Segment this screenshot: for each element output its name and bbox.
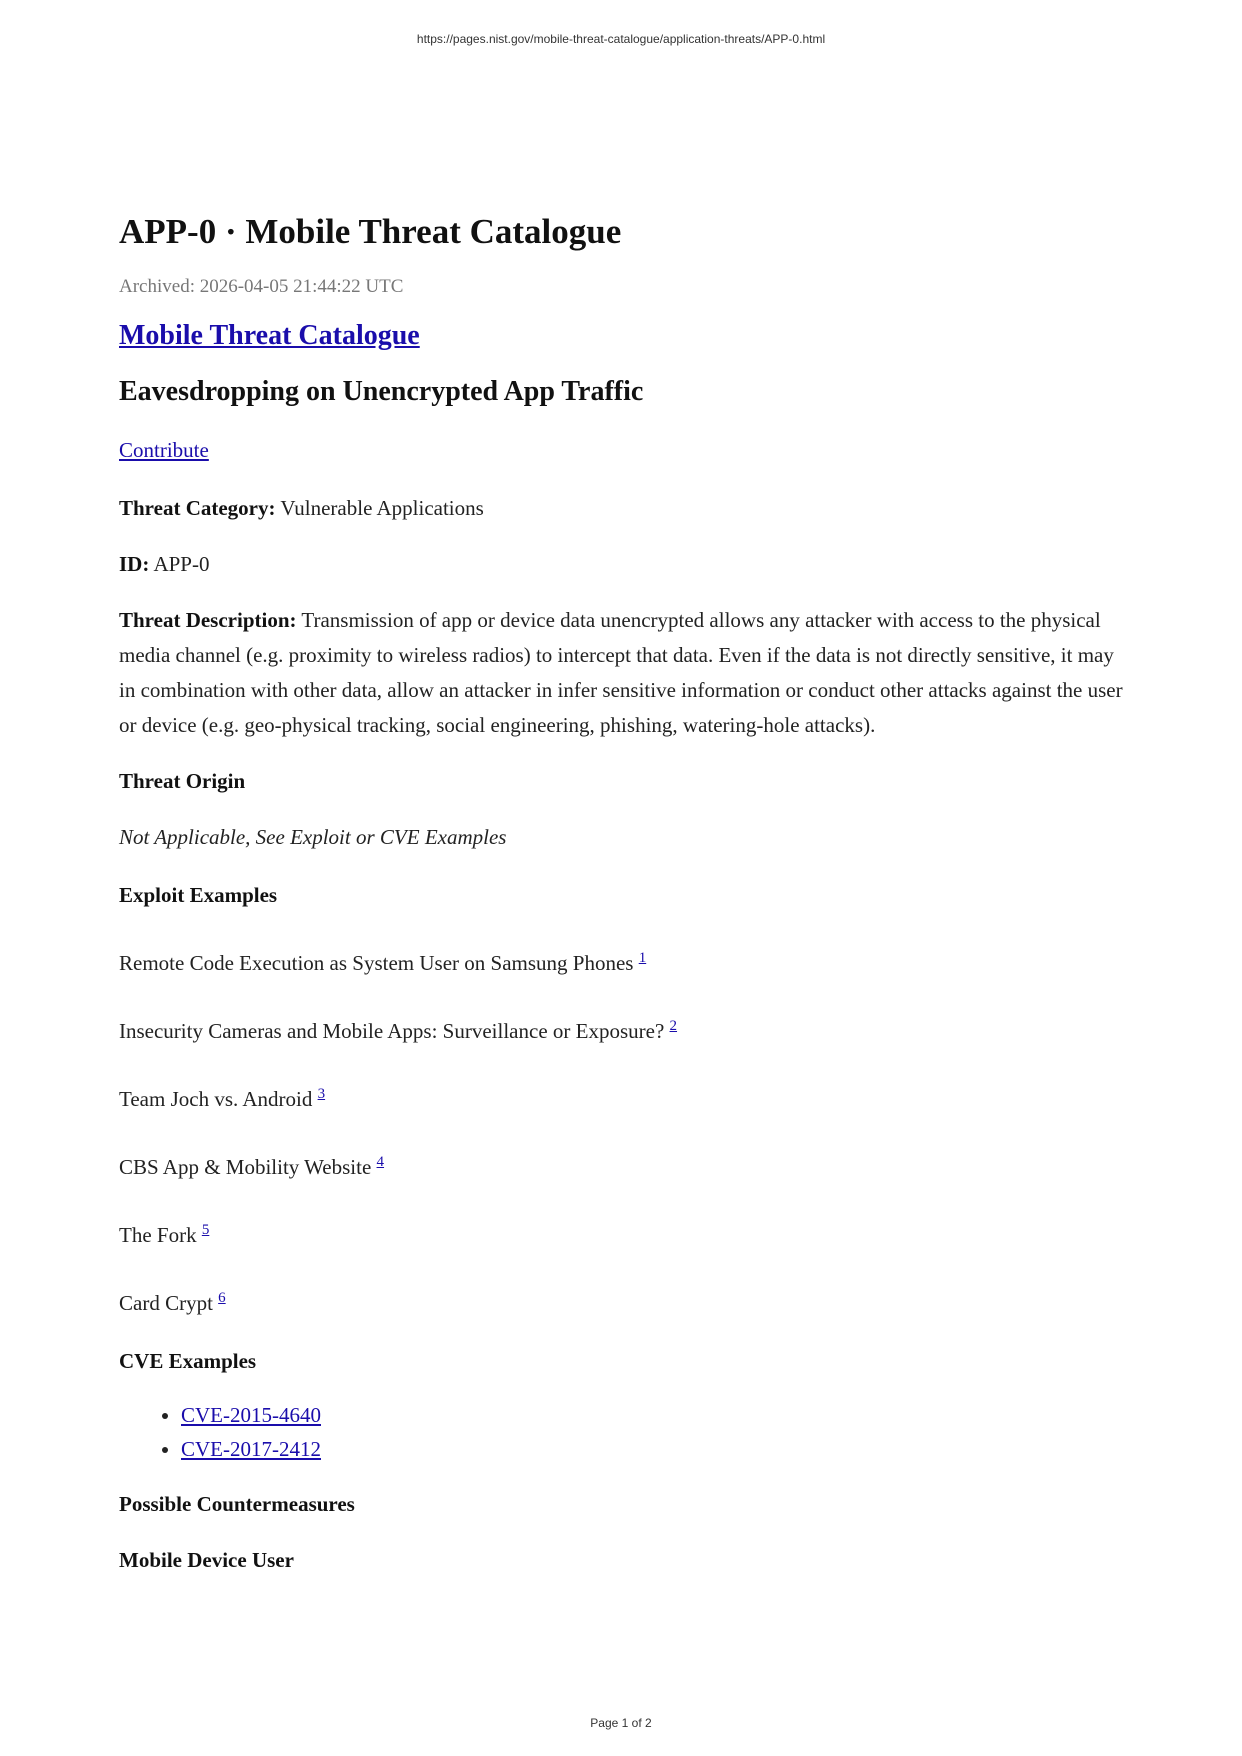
threat-description-row	[119, 603, 1129, 743]
exploit-example-text: CBS App & Mobility Website	[119, 1155, 372, 1179]
exploit-example-text: Team Joch vs. Android	[119, 1087, 313, 1111]
archived-timestamp: Archived: 2026-04-05 21:44:22 UTC	[119, 276, 404, 297]
threat-description-label: Threat Description:	[119, 608, 297, 632]
list-item	[181, 1398, 1129, 1432]
threat-id-value: APP-0	[153, 552, 210, 576]
page-number-footer: Page 1 of 2	[590, 1716, 652, 1730]
mobile-device-user-heading: Mobile Device User	[119, 1548, 294, 1572]
exploit-example-item	[119, 1279, 1129, 1321]
list-item	[181, 1432, 1129, 1466]
contribute-link[interactable]: Contribute	[119, 438, 209, 462]
exploit-example-text: Card Crypt	[119, 1291, 213, 1315]
exploit-example-text: Insecurity Cameras and Mobile Apps: Surveillance or Exposure?	[119, 1019, 665, 1043]
exploit-examples-heading: Exploit Examples	[119, 883, 278, 907]
exploit-footnote-link[interactable]: 5	[201, 1222, 210, 1238]
exploit-example-item	[119, 1211, 1129, 1253]
exploit-footnote-link[interactable]: 6	[218, 1290, 226, 1306]
exploit-example-item	[119, 1143, 1129, 1185]
catalogue-home-link[interactable]: Mobile Threat Catalogue	[119, 320, 420, 351]
threat-category-value: Vulnerable Applications	[280, 496, 484, 520]
exploit-example-item	[119, 1075, 1129, 1117]
threat-category-row	[119, 491, 1129, 526]
cve-list	[119, 1398, 1129, 1466]
cve-link[interactable]: CVE-2015-4640	[181, 1403, 321, 1427]
exploit-footnote-link[interactable]: 4	[376, 1154, 385, 1170]
threat-title: Eavesdropping on Unencrypted App Traffic	[119, 376, 644, 407]
exploit-footnote-link[interactable]: 2	[669, 1018, 678, 1034]
document-body	[119, 212, 1129, 1578]
exploit-example-text: Remote Code Execution as System User on Samsung Phones	[119, 951, 634, 975]
exploit-example-text: The Fork	[119, 1223, 197, 1247]
threat-id-row	[119, 547, 1129, 582]
threat-description-value: Transmission of app or device data unencrypted allows any attacker with access to the physical media channel (e.g. proximity to wireless radios) to intercept that data. Even if the data is not directly sensitive, it may in combination with other data, allow an attacker in infer sensitive information or conduct other attacks against the user or device (e.g. geo-physical tracking, social engineering, phishing, watering-hole attacks).	[119, 608, 1123, 737]
exploit-footnote-link[interactable]: 1	[638, 950, 647, 966]
exploit-footnote-link[interactable]: 3	[317, 1086, 326, 1102]
exploit-example-item	[119, 939, 1129, 981]
threat-origin-value: Not Applicable, See Exploit or CVE Examples	[119, 825, 507, 849]
page-title: APP-0 · Mobile Threat Catalogue	[119, 212, 622, 251]
cve-link[interactable]: CVE-2017-2412	[181, 1437, 321, 1461]
exploit-example-item	[119, 1007, 1129, 1049]
threat-category-label: Threat Category:	[119, 496, 276, 520]
page-url-header: https://pages.nist.gov/mobile-threat-catalogue/application-threats/APP-0.html	[416, 32, 826, 46]
threat-id-label: ID:	[119, 552, 150, 576]
cve-examples-heading: CVE Examples	[119, 1349, 257, 1373]
threat-origin-heading: Threat Origin	[119, 769, 246, 793]
countermeasures-heading: Possible Countermeasures	[119, 1492, 355, 1516]
